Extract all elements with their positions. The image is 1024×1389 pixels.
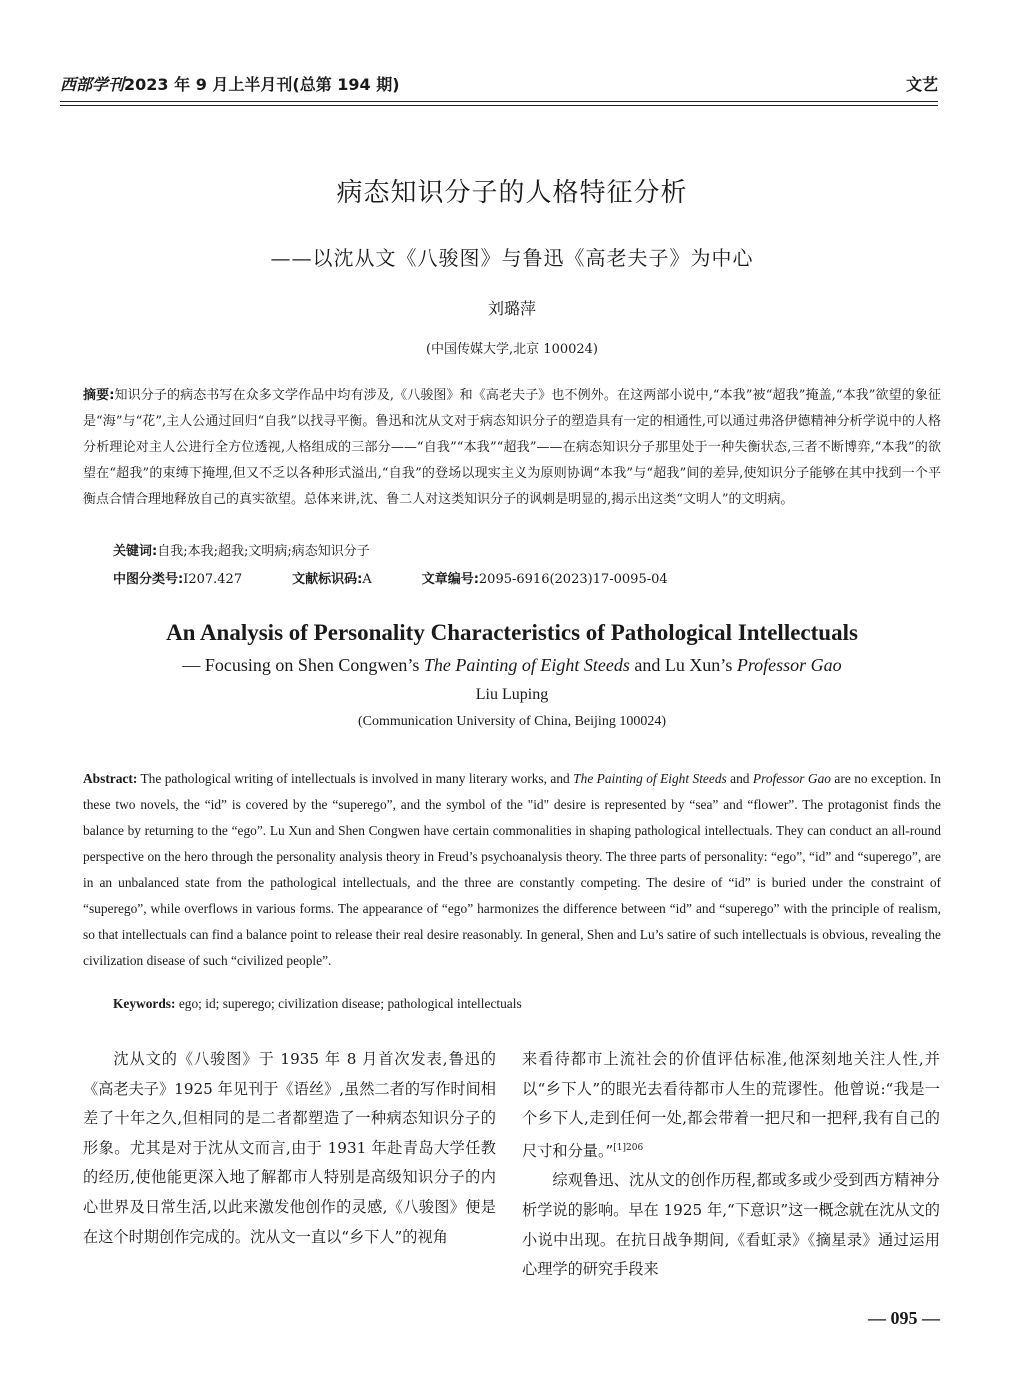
body-column-right xyxy=(522,1045,940,1285)
keywords-en-label: Keywords: xyxy=(113,996,176,1011)
abstract-en-work1: The Painting of Eight Steeds xyxy=(573,771,727,786)
abstract-en-work2: Professor Gao xyxy=(752,771,831,786)
en-subtitle-work1: The Painting of Eight Steeds xyxy=(423,655,630,675)
clc-value: I207.427 xyxy=(183,572,243,587)
section-name: 文艺 xyxy=(905,74,938,94)
header-rule xyxy=(60,101,938,102)
issue-info: 2023 年 9 月上半月刊(总第 194 期) xyxy=(124,74,400,94)
body-paragraph: 沈从文的《八骏图》于 1935 年 8 月首次发表,鲁迅的《高老夫子》1925 年见刊于《语丝》,虽然二者的写作时间相差了十年之久,但相同的是二者都塑造了一种病态知识分子的形象。尤其是对于沈从文而言,由于 1931 年赴青岛大学任教的经历,使他能更深入地了解都市人特别是高级知识分子的内心世界及日常生活,以此来激发他创作的灵感,《八骏图》便是在这个时期创作完成的。沈从文一直以“乡下人”的视角 xyxy=(83,1050,496,1246)
header-rule-thin xyxy=(60,105,938,106)
classification-line xyxy=(113,568,718,587)
article-number xyxy=(422,568,668,587)
abstract-english xyxy=(83,766,941,974)
body-paragraph-continued xyxy=(522,1045,940,1166)
keywords-chinese xyxy=(113,540,913,559)
english-author: Liu Luping xyxy=(475,686,549,703)
clc-code xyxy=(113,568,242,587)
keywords-english xyxy=(113,996,943,1012)
page-number: — 095 — xyxy=(868,1308,940,1328)
keywords-en-text: ego; id; superego; civilization disease; pathological intellectuals xyxy=(175,996,522,1011)
doc-label: 文献标识码: xyxy=(292,572,363,587)
journal-name: 西部学刊 xyxy=(60,74,125,94)
body-column-left xyxy=(83,1045,496,1252)
en-subtitle-prefix: — Focusing on Shen Congwen’s xyxy=(182,655,424,675)
en-subtitle-work2: Professor Gao xyxy=(736,655,842,675)
running-header xyxy=(60,68,938,98)
doc-value: A xyxy=(362,572,372,587)
abstract-label: 摘要: xyxy=(83,388,115,403)
en-subtitle-middle: and Lu Xun’s xyxy=(629,655,737,675)
clc-label: 中图分类号: xyxy=(113,572,184,587)
english-affiliation: (Communication University of China, Beijing 100024) xyxy=(358,714,666,729)
abstract-en-label: Abstract: xyxy=(83,771,138,786)
english-title: An Analysis of Personality Characteristics of Pathological Intellectuals xyxy=(166,620,858,645)
article-label: 文章编号: xyxy=(421,572,479,587)
keywords-text: 自我;本我;超我;文明病;病态知识分子 xyxy=(157,544,370,559)
keywords-label: 关键词: xyxy=(113,544,158,559)
abstract-en-part3: are no exception. In these two novels, the “id” is covered by the “superego”, and the symbol of the "id" desire is represented by “sea” and “flower”. The protagonist finds the balance by returning to the “ego”. Lu Xun and Shen Congwen have certain commonalities in shaping pathological intellectuals. They can conduct an all-round perspective on the hero through the personality analysis theory in Freud’s psychoanalysis theory. The three parts of personality: “ego”, “id” and “superego”, are in an unbalanced state from the pathological intellectuals, and the three are constantly competing. The desire of “id” is buried under the constraint of “superego”, while overflows in various forms. The appearance of “ego” harmonizes the difference between “id” and “superego” with the principle of realism, so that intellectuals can find a balance point to release their real desire reasonably. In general, Shen and Lu’s satire of such intellectuals is obvious, revealing the civilization disease of such “civilized people”. xyxy=(83,771,941,968)
abstract-chinese xyxy=(83,383,941,513)
abstract-en-part2: and xyxy=(726,771,753,786)
body-text: 来看待都市上流社会的价值评估标准,他深刻地关注人性,并以“乡下人”的眼光去看待都市人生的荒谬性。他曾说:“我是一个乡下人,走到任何一处,都会带着一把尺和一把秤,我有自己的尺寸和分量。” xyxy=(522,1050,940,1160)
author-affiliation: (中国传媒大学,北京 100024) xyxy=(425,342,599,357)
abstract-en-part1: The pathological writing of intellectuals is involved in many literary works, and xyxy=(137,771,574,786)
journal-issue xyxy=(60,72,400,95)
article-value: 2095-6916(2023)17-0095-04 xyxy=(478,572,668,587)
abstract-text: 知识分子的病态书写在众多文学作品中均有涉及,《八骏图》和《高老夫子》也不例外。在这两部小说中,“本我”被“超我”掩盖,“本我”欲望的象征是“海”与“花”,主人公通过回归“自我”以找寻平衡。鲁迅和沈从文对于病态知识分子的塑造具有一定的相通性,可以通过弗洛伊德精神分析学说中的人格分析理论对主人公进行全方位透视,人格组成的三部分——“自我”“本我”“超我”——在病态知识分子那里处于一种失衡状态,三者不断博弈,“本我”的欲望在“超我”的束缚下掩埋,但又不乏以各种形式溢出,“自我”的登场以现实主义为原则协调“本我”与“超我”间的差异,使知识分子能够在其中找到一个平衡点合情合理地释放自己的真实欲望。总体来讲,沈、鲁二人对这类知识分子的讽刺是明显的,揭示出这类“文明人”的文明病。 xyxy=(83,388,941,507)
author-name: 刘璐萍 xyxy=(487,299,536,318)
citation-ref: [1]206 xyxy=(613,1142,644,1153)
article-title: 病态知识分子的人格特征分析 xyxy=(336,178,688,208)
body-paragraph: 综观鲁迅、沈从文的创作历程,都或多或少受到西方精神分析学说的影响。早在 1925 年,“下意识”这一概念就在沈从文的小说中出现。在抗日战争期间,《看虹录》《摘星录》通过运用心理学的研究手段来 xyxy=(522,1171,940,1279)
english-subtitle xyxy=(0,655,1024,676)
document-code xyxy=(292,568,372,587)
article-subtitle: ——以沈从文《八骏图》与鲁迅《高老夫子》为中心 xyxy=(270,246,754,270)
